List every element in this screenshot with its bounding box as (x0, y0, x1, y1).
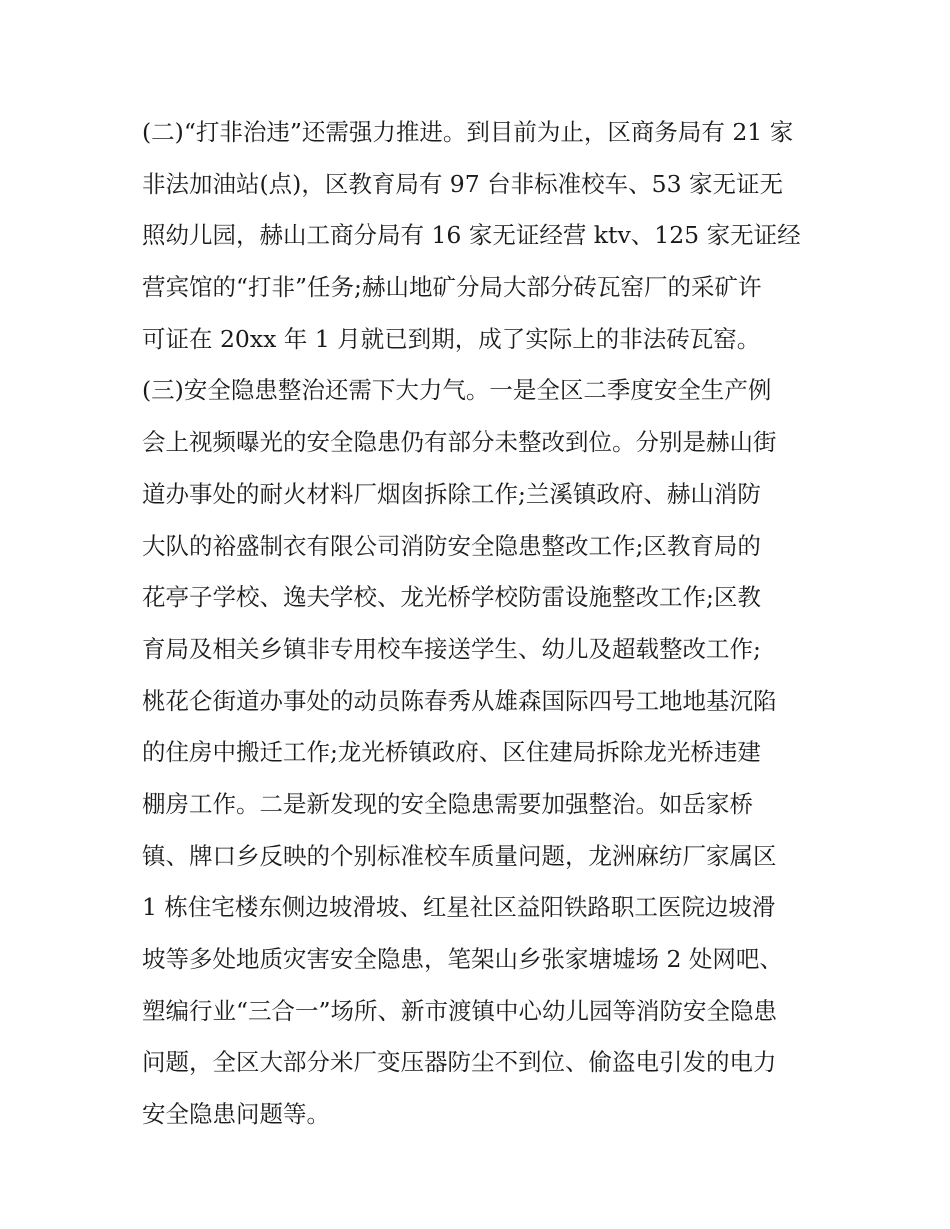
text-line: 照幼儿园，赫山工商分局有 16 家无证经营 ktv、125 家无证经 (142, 221, 801, 250)
text-line: 桃花仑街道办事处的动员陈春秀从雄森国际四号工地地基沉陷 (142, 686, 777, 715)
text-line: (三)安全隐患整治还需下大力气。一是全区二季度安全生产例 (142, 376, 772, 405)
text-line: 问题，全区大部分米厂变压器防尘不到位、偷盗电引发的电力 (142, 1048, 777, 1077)
text-line: 道办事处的耐火材料厂烟囱拆除工作;兰溪镇政府、赫山消防 (142, 479, 761, 508)
text-line: (二)“打非治违”还需强力推进。到目前为止，区商务局有 21 家 (142, 118, 794, 146)
text-line: 坡等多处地质灾害安全隐患，笔架山乡张家塘墟场 2 处网吧、 (142, 945, 783, 973)
text-line: 安全隐患问题等。 (142, 1100, 330, 1129)
text-line: 育局及相关乡镇非专用校车接送学生、幼儿及超载整改工作; (142, 634, 761, 663)
text-line: 塑编行业“三合一”场所、新市渡镇中心幼儿园等消防安全隐患 (142, 996, 778, 1025)
text-line: 花亭子学校、逸夫学校、龙光桥学校防雷设施整改工作;区教 (142, 583, 761, 612)
text-line: 棚房工作。二是新发现的安全隐患需要加强整治。如岳家桥 (142, 789, 753, 818)
document-body (142, 107, 822, 1141)
text-line: 的住房中搬迁工作;龙光桥镇政府、区住建局拆除龙光桥违建 (142, 738, 761, 767)
text-line: 营宾馆的“打非”任务;赫山地矿分局大部分砖瓦窑厂的采矿许 (142, 273, 762, 302)
paragraph-illegal-operations (142, 107, 822, 365)
text-line: 非法加油站(点)，区教育局有 97 台非标准校车、53 家无证无 (142, 169, 784, 198)
text-line: 1 栋住宅楼东侧边坡滑坡、红星社区益阳铁路职工医院边坡滑 (142, 893, 776, 922)
text-line: 镇、牌口乡反映的个别标准校车质量问题，龙洲麻纺厂家属区 (142, 841, 777, 870)
text-line: 可证在 20xx 年 1 月就已到期，成了实际上的非法砖瓦窑。 (142, 324, 761, 353)
text-line: 会上视频曝光的安全隐患仍有部分未整改到位。分别是赫山街 (142, 428, 777, 457)
paragraph-safety-hazards (142, 365, 822, 1140)
text-line: 大队的裕盛制衣有限公司消防安全隐患整改工作;区教育局的 (142, 531, 761, 560)
